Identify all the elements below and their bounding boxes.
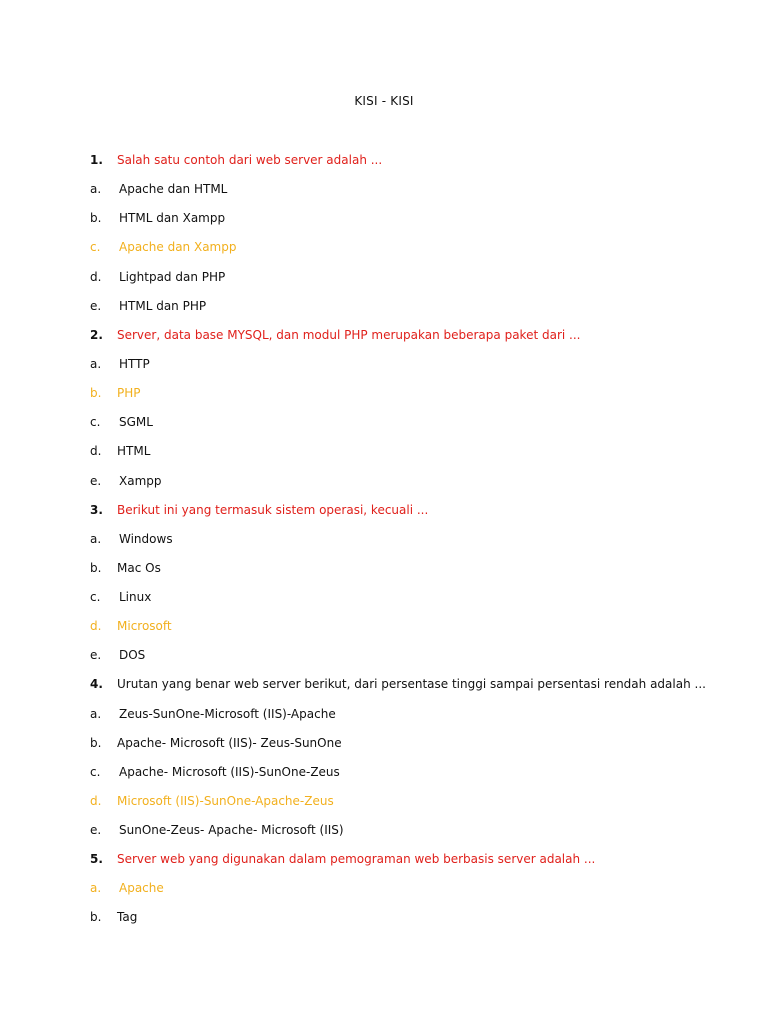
option-text: HTML dan PHP: [119, 299, 207, 313]
option-text: Lightpad dan PHP: [119, 270, 226, 284]
option-letter: d.: [90, 794, 102, 808]
option-letter: e.: [90, 299, 102, 313]
option-text: Microsoft: [117, 619, 172, 633]
document-title: KISI - KISI: [354, 94, 414, 108]
question-3-option-a: [0, 530, 768, 548]
question-number: 5.: [90, 852, 103, 866]
option-text: Mac Os: [117, 561, 161, 575]
option-text: Apache- Microsoft (IIS)-SunOne-Zeus: [119, 765, 340, 779]
question-4-option-a: [0, 705, 768, 723]
option-text: Apache dan Xampp: [119, 240, 237, 254]
option-text: Tag: [117, 910, 138, 924]
option-letter: c.: [90, 765, 101, 779]
option-letter: d.: [90, 444, 102, 458]
question-text: Urutan yang benar web server berikut, dari persentase tinggi sampai persentasi rendah adalah ...: [117, 677, 706, 691]
question-1-option-b: [0, 209, 768, 227]
question-2-option-a: [0, 355, 768, 373]
option-letter: b.: [90, 910, 102, 924]
question-2-option-c: [0, 413, 768, 431]
option-text: DOS: [119, 648, 146, 662]
option-letter: e.: [90, 648, 102, 662]
question-text: Server, data base MYSQL, dan modul PHP merupakan beberapa paket dari ...: [117, 328, 581, 342]
option-text: PHP: [117, 386, 141, 400]
question-number: 3.: [90, 503, 103, 517]
question-2-option-d: [0, 442, 768, 460]
option-text: Apache dan HTML: [119, 182, 228, 196]
question-3-option-e: [0, 646, 768, 664]
option-text: Apache: [119, 881, 164, 895]
option-letter: c.: [90, 590, 101, 604]
option-text: Microsoft (IIS)-SunOne-Apache-Zeus: [117, 794, 334, 808]
question-number: 1.: [90, 153, 103, 167]
option-letter: c.: [90, 415, 101, 429]
question-4-option-d-answer: [0, 792, 768, 810]
question-3-option-c: [0, 588, 768, 606]
question-4-option-b: [0, 734, 768, 752]
option-text: HTML: [117, 444, 151, 458]
option-text: Xampp: [119, 474, 162, 488]
option-text: Linux: [119, 590, 152, 604]
question-1: [0, 151, 768, 169]
option-letter: b.: [90, 736, 102, 750]
question-4: [0, 675, 768, 693]
question-number: 2.: [90, 328, 103, 342]
question-number: 4.: [90, 677, 103, 691]
question-3-option-b: [0, 559, 768, 577]
option-letter: c.: [90, 240, 101, 254]
question-1-option-c-answer: [0, 238, 768, 256]
option-letter: d.: [90, 270, 102, 284]
option-letter: d.: [90, 619, 102, 633]
option-letter: b.: [90, 386, 102, 400]
question-5: [0, 850, 768, 868]
question-3-option-d-answer: [0, 617, 768, 635]
question-text: Server web yang digunakan dalam pemograman web berbasis server adalah ...: [117, 852, 596, 866]
question-4-option-c: [0, 763, 768, 781]
question-5-option-a-answer: [0, 879, 768, 897]
question-text: Berikut ini yang termasuk sistem operasi, kecuali ...: [117, 503, 429, 517]
question-1-option-d: [0, 268, 768, 286]
question-5-option-b: [0, 908, 768, 926]
question-2-option-b-answer: [0, 384, 768, 402]
question-1-option-e: [0, 297, 768, 315]
option-text: Apache- Microsoft (IIS)- Zeus-SunOne: [117, 736, 342, 750]
option-text: HTML dan Xampp: [119, 211, 226, 225]
option-text: SunOne-Zeus- Apache- Microsoft (IIS): [119, 823, 344, 837]
question-text: Salah satu contoh dari web server adalah ...: [117, 153, 383, 167]
question-2-option-e: [0, 472, 768, 490]
option-text: Windows: [119, 532, 173, 546]
option-letter: a.: [90, 182, 102, 196]
option-letter: a.: [90, 707, 102, 721]
question-2: [0, 326, 768, 344]
option-letter: a.: [90, 357, 102, 371]
option-letter: e.: [90, 474, 102, 488]
option-letter: b.: [90, 561, 102, 575]
option-text: HTTP: [119, 357, 150, 371]
option-text: SGML: [119, 415, 153, 429]
option-letter: a.: [90, 532, 102, 546]
option-letter: a.: [90, 881, 102, 895]
question-1-option-a: [0, 180, 768, 198]
option-text: Zeus-SunOne-Microsoft (IIS)-Apache: [119, 707, 336, 721]
question-3: [0, 501, 768, 519]
question-4-option-e: [0, 821, 768, 839]
option-letter: b.: [90, 211, 102, 225]
option-letter: e.: [90, 823, 102, 837]
